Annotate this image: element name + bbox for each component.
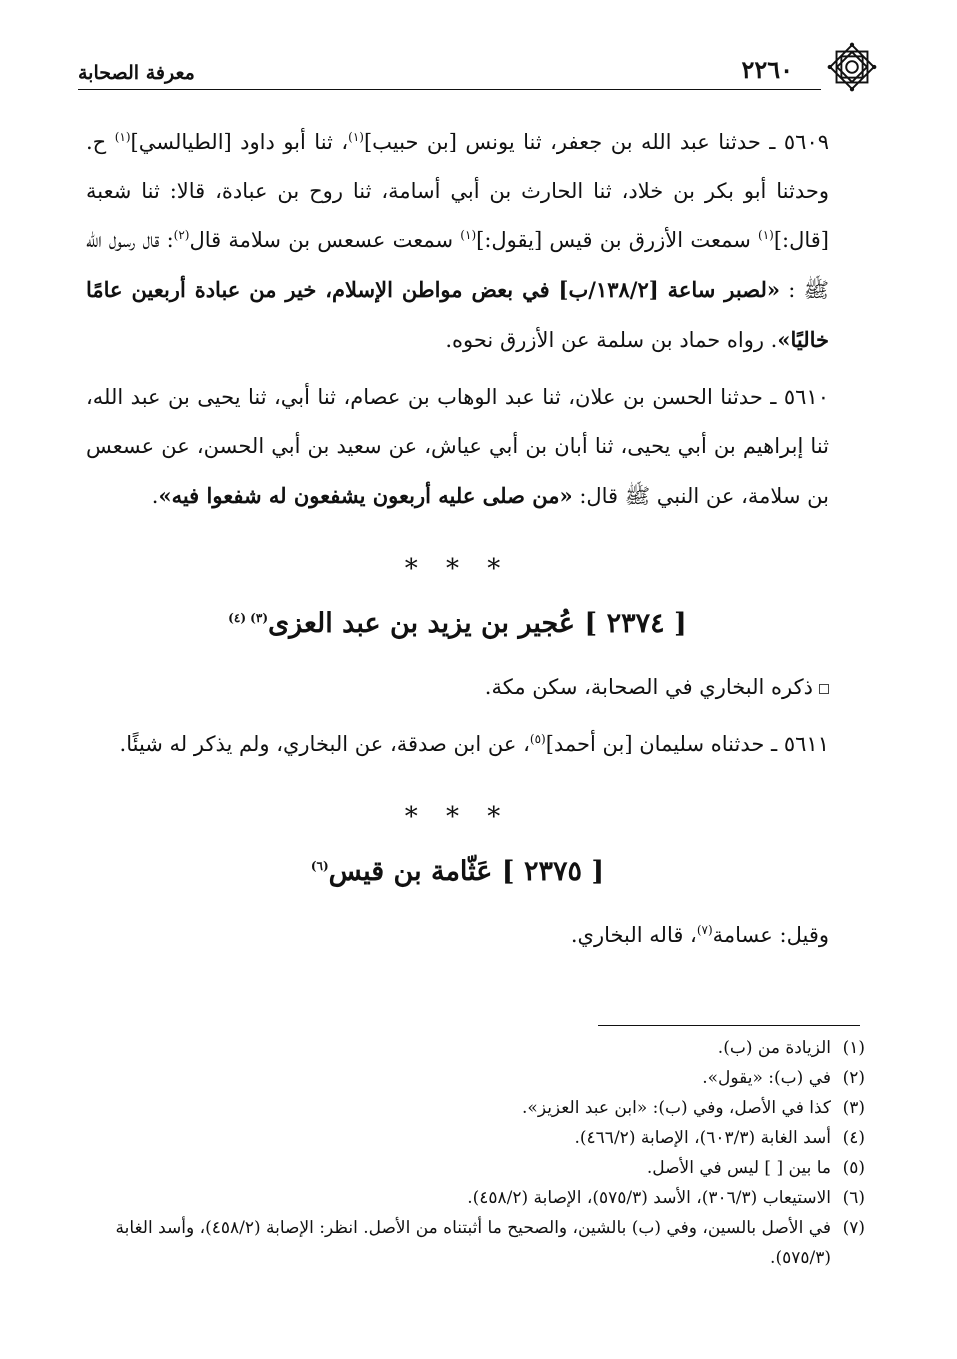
footnote-item: (٥) ما بين [ ] ليس في الأصل. — [646, 1158, 865, 1178]
header-rule — [78, 89, 821, 90]
footnotes — [96, 1033, 865, 1273]
footnote-ref: (١) — [114, 130, 131, 144]
footnote-ref: (١) — [348, 130, 364, 144]
qila-note: وقيل: عسامة$^{(٧)}$، قاله البخاري. — [570, 923, 829, 947]
star-ornament-icon — [823, 38, 881, 96]
section-divider: * * * — [404, 554, 511, 584]
main-text — [86, 118, 829, 960]
hadith-text: «من صلى عليه أربعون يشفعون له شفعوا فيه» — [158, 483, 573, 508]
footnote-ref: (٣) (٤) — [228, 611, 268, 625]
footnote-rule — [598, 1025, 860, 1026]
page-number: ٢٢٦٠ — [741, 55, 793, 84]
footnote-item: (٦) الاستيعاب (٣٠٦/٣)، الأسد (٥٧٥/٣)، الإصابة (٤٥٨/٢). — [467, 1188, 865, 1208]
footnote-item: (٣) كذا في الأصل، وفي (ب): «ابن عبد العزيز». — [522, 1098, 865, 1118]
footnote-ref: (١) — [758, 228, 774, 242]
entry-heading-2375: [ ٢٣٧٥ ] عَثّامة بن قيس$^{(٦)}$ — [310, 856, 605, 887]
running-header — [78, 46, 879, 90]
footnote-ref: (٢) — [173, 228, 190, 242]
footnote-item: (١) الزيادة من (ب). — [717, 1038, 865, 1058]
hadith-5609: ٥٦٠٩ ـ حدثنا عبد الله بن جعفر، ثنا يونس [بن حبيب]$^{(١)}$، ثنا أبو داود [الطيالسي]$^{(١)}$ ح. وحدثنا أبو بكر بن خلاد، ثنا الحارث بن أبي أسامة، ثنا روح بن عبادة، قالا: ثنا شعبة [قال:]$^{(١)}$ سمعت الأزرق بن قيس [يقول:]$^{(١)}$ سمعت عسعس بن سلامة قال$^{(٢)}$: قال رسول الله ﷺ : «لصبر ساعة [١٣٨/٢/ب] في بعض مواطن الإسلام، خير من عبادة أربعين عامًا خاليًا». رواه حماد بن سلمة عن الأزرق نحوه. — [86, 130, 830, 352]
hadith-text: «لصبر ساعة [١٣٨/٢/ب] في بعض مواطن الإسلام، خير من عبادة أربعين عامًا خاليًا» — [86, 277, 829, 352]
footnote-ref: (٧) — [696, 923, 713, 937]
footnote-item: (٢) في (ب): «يقول». — [702, 1068, 865, 1088]
section-divider: * * * — [404, 802, 511, 832]
footnote-ref: (١) — [460, 228, 477, 242]
hadith-5610: ٥٦١٠ ـ حدثنا الحسن بن علان، ثنا عبد الوهاب بن عصام، ثنا أبي، ثنا يحيى بن عبد الله، ثنا إبراهيم بن أبي يحيى، ثنا أبان بن أبي عياش، عن سعيد بن أبي الحسن، عن عسعس بن سلامة، عن النبي ﷺ قال: «من صلى عليه أربعون يشفعون له شفعوا فيه». — [86, 385, 829, 508]
bukhari-note: ذكره البخاري في الصحابة، سكن مكة. — [86, 663, 829, 712]
book-title: معرفة الصحابة — [78, 62, 195, 84]
footnote-ref: (٥) — [529, 732, 546, 746]
footnote-item: (٤) أسد الغابة (٦٠٣/٣)، الإصابة (٤٦٦/٢). — [574, 1128, 865, 1148]
footnote-ref: (٦) — [310, 859, 329, 873]
footnote-item: (٧) في الأصل بالسين، وفي (ب) بالشين، والصحيح ما أثبتناه من الأصل. انظر: الإصابة (٤٥٨/٢)، وأسد الغابة (٥٧٥/٣). — [115, 1218, 865, 1268]
hadith-5611: ٥٦١١ ـ حدثناه سليمان [بن أحمد]$^{(٥)}$، عن ابن صدقة، عن البخاري، ولم يذكر له شيئًا. — [119, 732, 829, 756]
entry-heading-2374: [ ٢٣٧٤ ] عُجير بن يزيد بن عبد العزى$^{(٣) (٤)}$ — [228, 608, 687, 639]
square-bullet-icon — [819, 684, 829, 694]
